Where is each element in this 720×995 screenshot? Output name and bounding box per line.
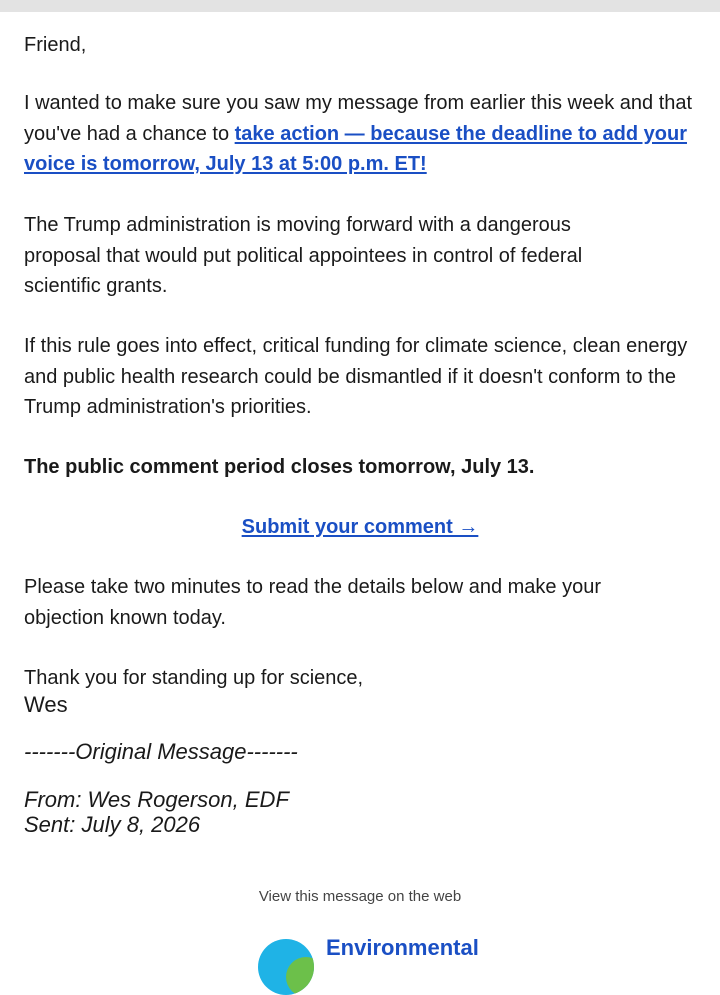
paragraph-request: Please take two minutes to read the details below and make your objection known today. [24,576,601,629]
edf-logo-text: Environmental [326,935,479,960]
edf-logo-icon [258,939,314,995]
submit-comment-link[interactable]: Submit your comment → [241,516,479,538]
greeting: Friend, [24,34,87,56]
sent-line: Sent: July 8, 2026 [24,812,201,837]
top-divider [0,0,720,12]
paragraph-intro [24,88,696,180]
take-action-link[interactable]: take action — because the deadline to add your voice is tomorrow, July 13 at 5:00 p.m. ET! [24,122,687,175]
paragraph-rule: If this rule goes into effect, critical funding for climate science, clean energy and public health research could be dismantled if it doesn't conform to the Trump administration's priorities. [24,335,688,418]
cta-container [24,512,696,542]
paragraph-intro-text: I wanted to make sure you saw my message from earlier this week and that you've had a chance to [24,92,693,145]
view-on-web-link[interactable]: View this message on the web [258,888,462,905]
signature: Wes [24,692,68,717]
original-message-header: -------Original Message------- [24,739,298,764]
deadline-statement: The public comment period closes tomorrow, July 13. [24,456,535,478]
signoff: Thank you for standing up for science, [24,667,364,689]
from-line: From: Wes Rogerson, EDF [24,787,289,812]
paragraph-proposal: The Trump administration is moving forward with a dangerous proposal that would put political appointees in control of federal scientific grants. [24,214,583,297]
